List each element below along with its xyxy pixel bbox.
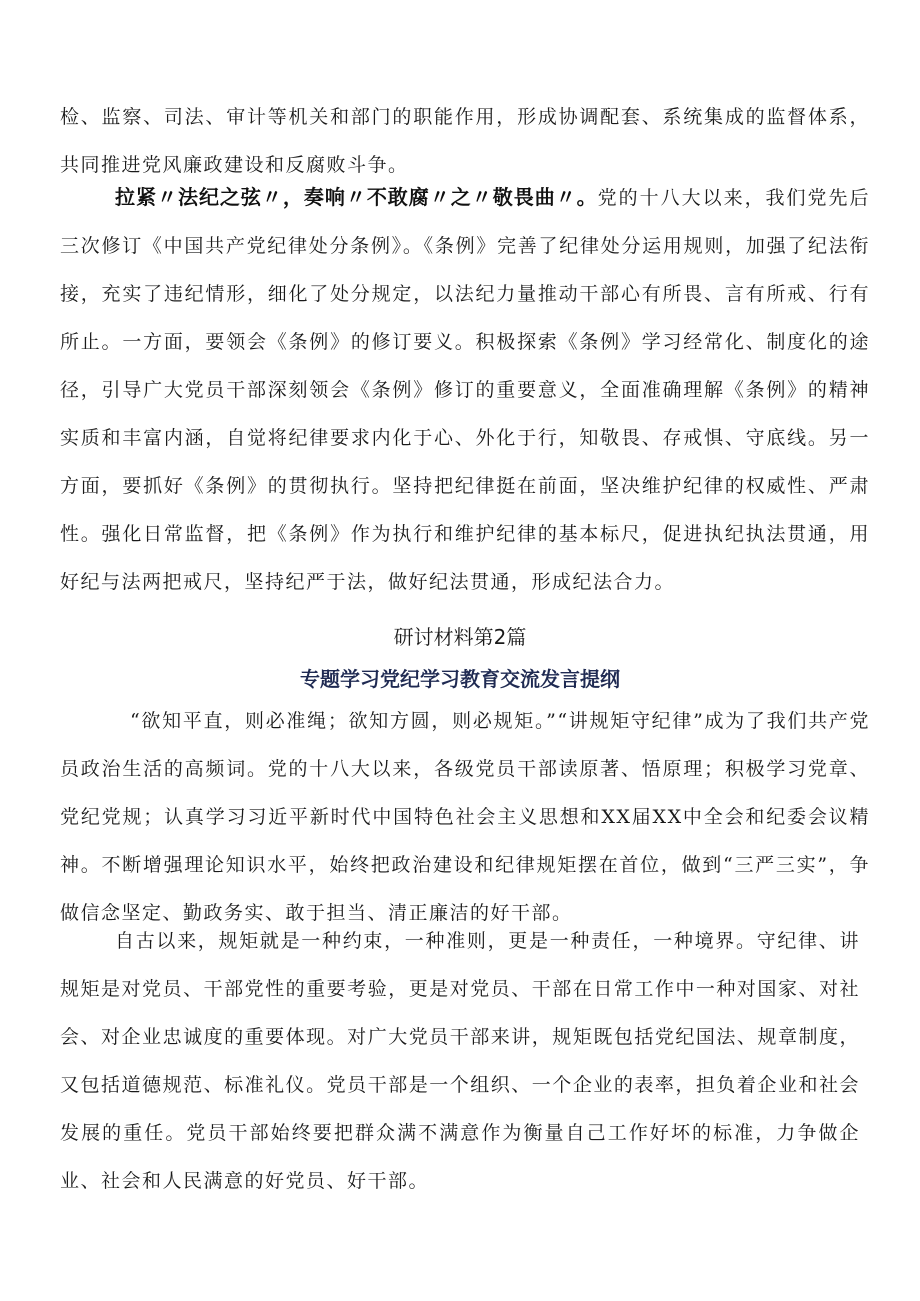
- paragraph-continuation: 检、监察、司法、审计等机关和部门的职能作用，形成协调配套、系统集成的监督体系，共同推进党风廉政建设和反腐败斗争。: [60, 106, 870, 176]
- article-number-heading: 研讨材料第2篇: [393, 625, 527, 649]
- paragraph-lead-sentence: 拉紧〃法纪之弦〃，奏响〃不敢腐〃之〃敬畏曲〃。: [115, 185, 598, 209]
- article-title: 专题学习党纪学习教育交流发言提纲: [300, 667, 620, 691]
- paragraph-discipline: [60, 173, 870, 606]
- paragraph-rules: “欲知平直，则必准绳；欲知方圆，则必规矩。”“讲规矩守纪律”成为了我们共产党员政治生活的高频词。党的十八大以来，各级党员干部读原著、悟原理；积极学习党章、党纪党规；认真学习习近平新时代中国特色社会主义思想和XX届XX中全会和纪委会议精神。不断增强理论知识水平，始终把政治建设和纪律规矩摆在首位，做到“三严三实”，争做信念坚定、勤政务实、敢于担当、清正廉洁的好干部。: [60, 710, 870, 924]
- paragraph-discipline-body: 党的十八大以来，我们党先后三次修订《中国共产党纪律处分条例》。《条例》完善了纪律处分运用规则，加强了纪法衔接，充实了违纪情形，细化了处分规定，以法纪力量推动干部心有所畏、言有所戒、行有所止。一方面，要领会《条例》的修订要义。积极探索《条例》学习经常化、制度化的途径，引导广大党员干部深刻领会《条例》修订的重要意义，全面准确理解《条例》的精神实质和丰富内涵，自觉将纪律要求内化于心、外化于行，知敬畏、存戒惧、守底线。另一方面，要抓好《条例》的贯彻执行。坚持把纪律挺在前面，坚决维护纪律的权威性、严肃性。强化日常监督，把《条例》作为执行和维护纪律的基本标尺，促进执纪执法贯通，用好纪与法两把戒尺，坚持纪严于法，做好纪法贯通，形成纪法合力。: [60, 187, 870, 593]
- paragraph-ancient: 自古以来，规矩就是一种约束，一种准则，更是一种责任，一种境界。守纪律、讲规矩是对党员、干部党性的重要考验，更是对党员、干部在日常工作中一种对国家、对社会、对企业忠诚度的重要体现。对广大党员干部来讲，规矩既包括党纪国法、规章制度，又包括道德规范、标准礼仪。党员干部是一个组织、一个企业的表率，担负着企业和社会发展的重任。党员干部始终要把群众满不满意作为衡量自己工作好坏的标准，力争做企业、社会和人民满意的好党员、好干部。: [60, 930, 860, 1192]
